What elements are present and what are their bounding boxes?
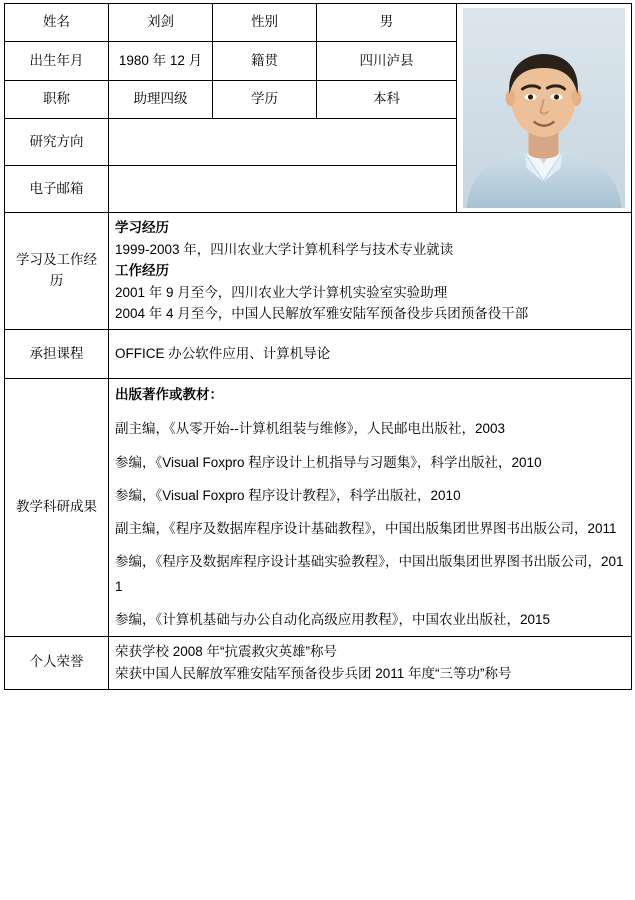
work-heading: 工作经历 (115, 263, 169, 279)
origin-value: 四川泸县 (317, 42, 457, 80)
education-value: 本科 (317, 80, 457, 118)
course-label: 承担课程 (5, 329, 109, 378)
education-label: 学历 (213, 80, 317, 118)
job-title-value: 助理四级 (109, 80, 213, 118)
publication-item: 参编，《计算机基础与办公自动化高级应用教程》，中国农业出版社，2015 (115, 612, 551, 628)
study-heading: 学习经历 (115, 220, 169, 235)
job-title-label: 职称 (5, 80, 109, 118)
name-label: 姓名 (5, 4, 109, 42)
publication-item: 参编，《Visual Foxpro 程序设计教程》，科学出版社，2010 (115, 487, 461, 503)
honor-line-1: 荣获学校 2008 年“抗震救灾英雄”称号 (115, 644, 338, 660)
table-row (5, 378, 632, 636)
table-row (5, 213, 632, 330)
publication-item: 副主编，《程序及数据库程序设计基础教程》，中国出版集团世界图书出版公司，2011 (115, 521, 617, 537)
birth-value: 1980 年 12 月 (109, 42, 213, 80)
table-row (5, 329, 632, 378)
research-label: 研究方向 (5, 119, 109, 166)
publication-item: 副主编，《从零开始--计算机组装与维修》，人民邮电出版社，2003 (115, 421, 506, 437)
honor-label: 个人荣誉 (5, 637, 109, 689)
email-label: 电子邮箱 (5, 166, 109, 213)
experience-label: 学习及工作经历 (5, 213, 109, 330)
achievement-label: 教学科研成果 (5, 378, 109, 636)
honor-value (109, 637, 632, 689)
achievement-value (109, 378, 632, 636)
table-row (5, 4, 632, 42)
portrait-photo (463, 8, 625, 208)
publication-heading: 出版著作或教材： (115, 386, 223, 402)
publication-item: 参编，《Visual Foxpro 程序设计上机指导与习题集》，科学出版社，2010 (115, 454, 542, 470)
publication-item: 参编，《程序及数据库程序设计基础实验教程》，中国出版集团世界图书出版公司，2011 (115, 554, 624, 594)
research-value (109, 119, 457, 166)
photo-cell (457, 4, 632, 213)
honor-line-2: 荣获中国人民解放军雅安陆军预备役步兵团 2011 年度“三等功”称号 (115, 665, 512, 681)
email-value (109, 166, 457, 213)
name-value: 刘剑 (109, 4, 213, 42)
gender-value: 男 (317, 4, 457, 42)
work-line-1: 2001 年 9 月至今，四川农业大学计算机实验室实验助理 (115, 284, 448, 300)
table-row (5, 637, 632, 689)
resume-table (4, 3, 632, 690)
course-value: OFFICE 办公软件应用、计算机导论 (109, 329, 632, 378)
study-line: 1999-2003 年，四川农业大学计算机科学与技术专业就读 (115, 241, 454, 257)
birth-label: 出生年月 (5, 42, 109, 80)
experience-value (109, 213, 632, 330)
origin-label: 籍贯 (213, 42, 317, 80)
work-line-2: 2004 年 4 月至今，中国人民解放军雅安陆军预备役步兵团预备役干部 (115, 306, 529, 322)
gender-label: 性别 (213, 4, 317, 42)
